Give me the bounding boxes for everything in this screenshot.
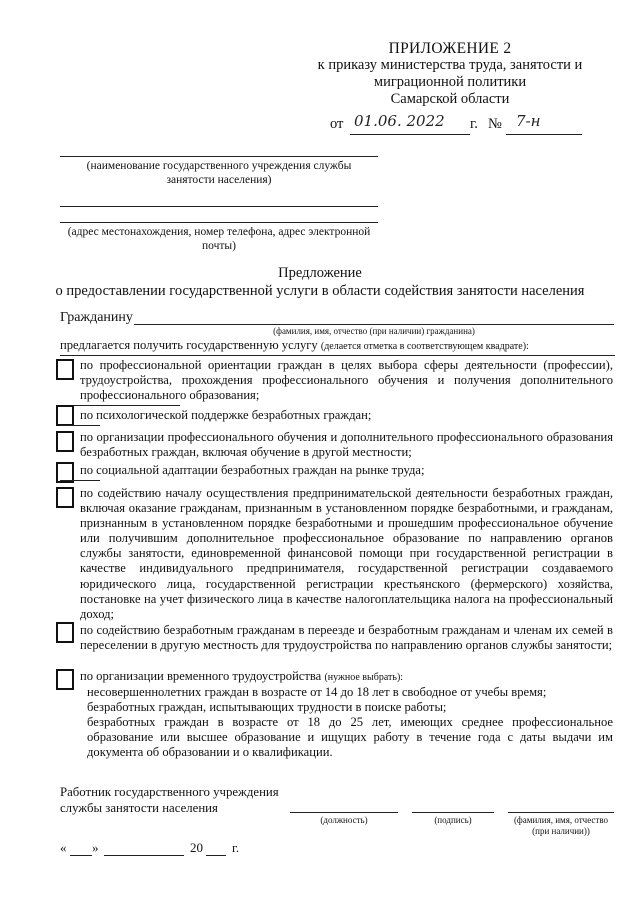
option-psych-support: по психологической поддержке безработных граждан;: [80, 408, 372, 422]
handwritten-number: 7-н: [516, 112, 541, 130]
appendix-line-1: к приказу министерства труда, занятости и: [317, 57, 583, 73]
citizen-name-caption: (фамилия, имя, отчество (при наличии) гражданина): [273, 326, 475, 336]
option-social-adaptation: по социальной адаптации безработных граждан на рынке труда;: [80, 463, 425, 477]
worker-name-caption: (фамилия, имя, отчество (при наличии)): [513, 815, 609, 836]
position-line[interactable]: [290, 812, 398, 813]
number-prefix: №: [488, 116, 502, 132]
option-entrepreneurship: по содействию началу осуществления предпринимательской деятельности безработных граждан, включая оказание гражданам, признанным в установленном порядке безработными, и гражданам, признанным в установленном порядке безработными и прошедшим профессиональное обучение или получившим дополнительное профессиональное образование по направлению органов службы занятости, единовременной финансовой помощи при государственной регистрации в качестве индивидуального предпринимателя, государственной регистрации создаваемого юридического лица, государственной регистрации крестьянского (фермерского) хозяйства, постановке на учет физического лица в качестве налогоплательщика налога на профессиональный доход;: [80, 486, 613, 621]
date-prefix: от: [330, 116, 344, 132]
signature-caption: (подпись): [434, 815, 472, 825]
option-career-guidance: по профессиональной ориентации граждан в целях выбора сферы деятельности (профессии), трудоустройства, прохождения профессионального обучения и получения дополнительного профессионального образования;: [80, 358, 613, 403]
appendix-header: [300, 40, 600, 108]
org-name-line: [60, 156, 378, 157]
document-title: [0, 264, 640, 300]
date-day-line[interactable]: [70, 855, 92, 856]
option-checkbox-psych-support[interactable]: [56, 405, 74, 426]
org-extra-line: [60, 206, 378, 207]
option-relocation: по содействию безработным гражданам в переезде и безработным гражданам и членам их семей в переселении в другую местность для трудоустройства по направлению органов службы занятости;: [80, 623, 613, 653]
org-address-line: [60, 222, 378, 223]
year-suffix: г.: [470, 116, 478, 132]
signature-line[interactable]: [412, 812, 494, 813]
signature-date-row: « » 20 г.: [60, 840, 240, 855]
appendix-line-3: Самарской области: [390, 91, 510, 107]
temp-employment-difficulty: безработных граждан, испытывающих трудности в поиске работы;: [87, 700, 447, 714]
org-address-caption: (адрес местонахождения, номер телефона, адрес электронной почты): [67, 226, 371, 252]
appendix-title: ПРИЛОЖЕНИЕ 2: [388, 40, 512, 57]
option-checkbox-training[interactable]: [56, 431, 74, 452]
worker-label: Работник государственного учреждения службы занятости населения: [60, 785, 279, 815]
citizen-name-line[interactable]: [134, 324, 614, 325]
title-line-1: Предложение: [278, 265, 362, 281]
order-date-row: [330, 112, 590, 134]
worker-name-line[interactable]: [508, 812, 614, 813]
temp-employment-minors: несовершеннолетних граждан в возрасте от 14 до 18 лет в свободное от учебы время;: [87, 685, 547, 699]
option-temp-employment: по организации временного трудоустройства (нужное выбрать):: [80, 669, 404, 683]
option-checkbox-relocation[interactable]: [56, 622, 74, 643]
date-month-line[interactable]: [104, 855, 184, 856]
offer-divider: [60, 355, 615, 356]
option-checkbox-career-guidance[interactable]: [56, 359, 74, 380]
option-checkbox-entrepreneurship[interactable]: [56, 487, 74, 508]
position-caption: (должность): [320, 815, 368, 825]
date-year-line[interactable]: [206, 855, 226, 856]
option-training: по организации профессионального обучения и дополнительного профессионального образования безработных граждан, включая обучение в другой местности;: [80, 430, 613, 460]
handwritten-date: 01.06. 2022: [354, 112, 445, 130]
org-name-caption: (наименование государственного учреждения службы занятости населения): [86, 160, 352, 186]
appendix-line-2: миграционной политики: [373, 74, 527, 90]
temp-employment-graduates: безработных граждан в возрасте от 18 до 25 лет, имеющих среднее профессиональное образование или высшее образование и ищущих работу в течение года с даты выдачи им документа об образовании и о квалификации.: [87, 715, 613, 760]
offer-text: предлагается получить государственную услугу (делается отметка в соответствующем квадрате):: [60, 338, 529, 352]
option-checkbox-temp-employment[interactable]: [56, 669, 74, 690]
title-line-2: о предоставлении государственной услуги в области содействия занятости населения: [55, 283, 585, 299]
citizen-label: Гражданину: [60, 310, 133, 325]
